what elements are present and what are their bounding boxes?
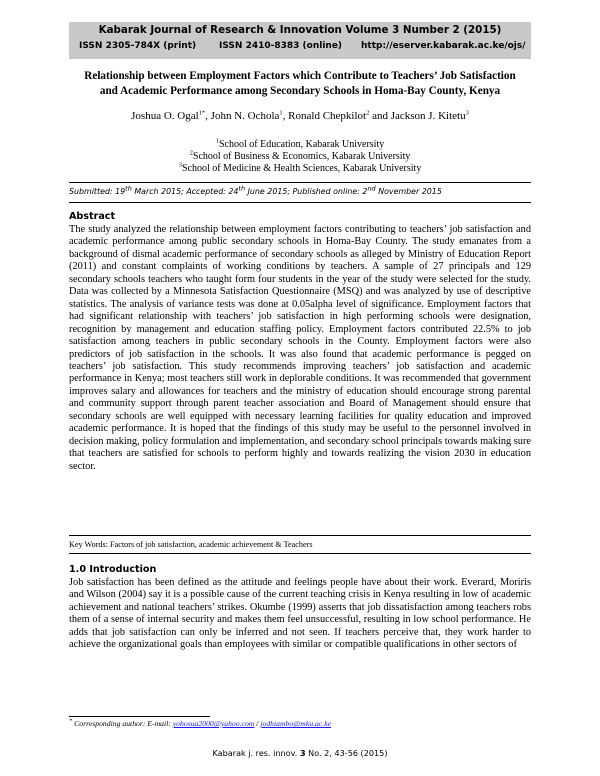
divider	[69, 553, 531, 554]
submission-dates	[69, 184, 442, 196]
footnote-marker: *	[69, 717, 73, 725]
footnote-label: Corresponding author: E-mail:	[72, 719, 173, 728]
author-affiliation-mark: 3	[465, 109, 469, 117]
email-link[interactable]: yohosua2000@yahoo.com	[172, 719, 255, 728]
introduction-heading: 1.0 Introduction	[69, 564, 157, 575]
author-affiliation-mark: 1*	[198, 109, 206, 117]
journal-header	[69, 22, 531, 59]
ordinal-suffix: th	[125, 184, 132, 193]
divider	[69, 535, 531, 536]
issn-online: ISSN 2410-8383 (online)	[219, 41, 343, 51]
author-name: Ronald Chepkilot	[288, 110, 367, 122]
affiliation	[60, 151, 540, 162]
author-name: Jackson J. Kitetu	[390, 110, 466, 122]
affiliation	[60, 139, 540, 150]
introduction-body: Job satisfaction has been defined as the attitude and feelings people have about their work. Everard, Moriris and Wilson (2004) say it is a possible cause of the current teaching crisis in Kenya resulting in low of academic achievement and national teachers’ strikes. Okumbe (1999) asserts that job dissatisfaction among teachers robs them of a sense of internal security and makes them feel unsuccessful, resulting in low school performance. He adds that job satisfaction can only be inferred and not seen. If teachers perceive that, they work harder to achieve the organizational goals than employees with similar or compatible qualifications in other sectors of	[69, 577, 531, 651]
keywords: Key Words: Factors of job satisfaction, academic achievement & Teachers	[69, 540, 313, 549]
abstract-body: The study analyzed the relationship between employment factors contributing to teachers’ job satisfaction and academic performance among public secondary schools in Homa-Bay County. The study emanates from a background of dismal academic performance of secondary schools as alleged by Ministry of Education Report (2011) and constant complaints of working conditions by teachers. A sample of 27 principals and 129 secondary schools teachers who taught form four students in the year of the study were selected for the study. Data was collected by a Minnesota Satisfaction Questionnaire (MSQ) and was analyzed by use of descriptive statistics. The analysis of variance tests was done at 0.05alpha level of significance. Employment factors that had significant relationship with teachers’ job satisfaction in high performing schools were designation, recognition by management and education staffing policy. Employment factors contributed 22.5% to job satisfaction among teachers in public secondary schools in the County. Employment factors were also predictors of job satisfaction in the schools. It was also found that academic performance is pegged on teachers’ job satisfaction. This study recommends improving teachers’ job satisfaction and academic performance in Kenya; most teachers still work in deplorable conditions. It was recommended that government improves salary and allowances for teachers and the ministry of education should encourage strong parental and community support through parent teacher association and Board of Management should ensure that secondary schools are well equipped with necessary learning facilities for quality education and improved academic performance. It is hoped that the findings of this study may be useful to the personnel involved in decision making, policy formulation and implementation, and secondary school principals towards making sure that teachers are satisfied for schools to perform highly and towards realizing the vision 2030 in education sector.	[69, 224, 531, 472]
author-name: Joshua O. Ogal	[131, 110, 199, 122]
email-link[interactable]: jodhiambo@mku.ac.ke	[260, 719, 332, 728]
abstract-heading: Abstract	[69, 211, 116, 222]
paper-title-line: Relationship between Employment Factors which Contribute to Teachers’ Job Satisfaction	[84, 70, 516, 82]
author-separator: ,	[282, 110, 289, 122]
affiliation-mark: 3	[178, 161, 182, 169]
affiliation-mark: 2	[189, 149, 193, 157]
citation-volume: 3	[299, 748, 306, 758]
email-separator: /	[254, 719, 261, 728]
affiliation-mark: 1	[215, 137, 219, 145]
divider	[69, 202, 531, 203]
author-separator: ,	[205, 110, 211, 122]
corresponding-author-footnote	[69, 719, 331, 728]
affiliation	[60, 163, 540, 174]
citation-suffix: No. 2, 43-56 (2015)	[305, 748, 388, 758]
author-affiliation-mark: 2	[366, 109, 370, 117]
accepted-text: March 2015; Accepted: 24	[131, 187, 239, 196]
issn-print: ISSN 2305-784X (print)	[79, 41, 197, 51]
divider	[69, 182, 531, 183]
paper-title	[60, 69, 540, 99]
citation-prefix: Kabarak j. res. innov.	[212, 748, 300, 758]
submitted-text: Submitted: 19	[69, 187, 126, 196]
affiliation-text: School of Business & Economics, Kabarak University	[192, 151, 411, 162]
affiliation-text: School of Medicine & Health Sciences, Kabarak University	[181, 163, 422, 174]
journal-title: Kabarak Journal of Research & Innovation Volume 3 Number 2 (2015)	[98, 24, 502, 36]
paper-title-line: and Academic Performance among Secondary Schools in Homa-Bay County, Kenya	[99, 85, 501, 97]
author-separator: and	[369, 110, 391, 122]
published-date-text: November 2015	[375, 187, 442, 196]
ordinal-suffix: th	[238, 184, 246, 193]
published-text: June 2015; Published online: 2	[245, 187, 368, 196]
journal-url[interactable]: http://eserver.kabarak.ac.ke/ojs/	[361, 41, 526, 51]
footnote-divider	[69, 716, 210, 717]
page-footer	[0, 748, 600, 758]
author-affiliation-mark: 1	[279, 109, 283, 117]
affiliation-text: School of Education, Kabarak University	[219, 139, 385, 150]
author-name: John N. Ochola	[210, 110, 280, 122]
author-list	[60, 110, 540, 122]
ordinal-suffix: nd	[367, 184, 376, 193]
